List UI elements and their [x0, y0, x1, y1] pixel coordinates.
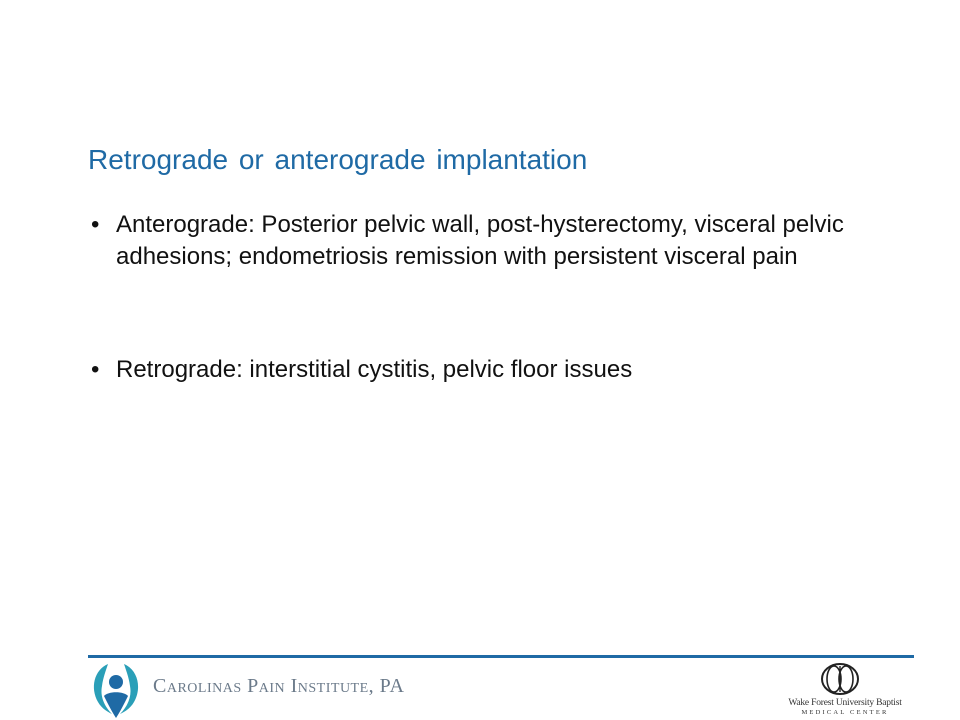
carolinas-pain-institute-name: Carolinas Pain Institute, PA: [153, 675, 405, 697]
footer-divider: [88, 655, 914, 658]
carolinas-pain-institute-logo-icon: [88, 660, 144, 720]
bullet-dot-icon: •: [91, 356, 100, 383]
bullet-text: Anterograde: Posterior pelvic wall, post-hysterectomy, visceral pelvic adhesions; endometriosis remission with persistent visceral pain: [116, 211, 844, 270]
bullet-text: Retrograde: interstitial cystitis, pelvic floor issues: [116, 356, 633, 383]
bullet-list: [88, 209, 848, 386]
bullet-item-anterograde: [88, 209, 848, 273]
bullet-item-retrograde: [88, 354, 848, 386]
wake-forest-monogram-icon: [812, 662, 868, 696]
slide-title: Retrograde or anterograde implantation: [88, 144, 588, 175]
wake-forest-university-label: Wake Forest University Baptist: [788, 698, 902, 708]
medical-center-label: MEDICAL CENTER: [801, 709, 889, 716]
wake-forest-medical-center-name: [770, 698, 920, 717]
bullet-dot-icon: •: [91, 211, 100, 238]
